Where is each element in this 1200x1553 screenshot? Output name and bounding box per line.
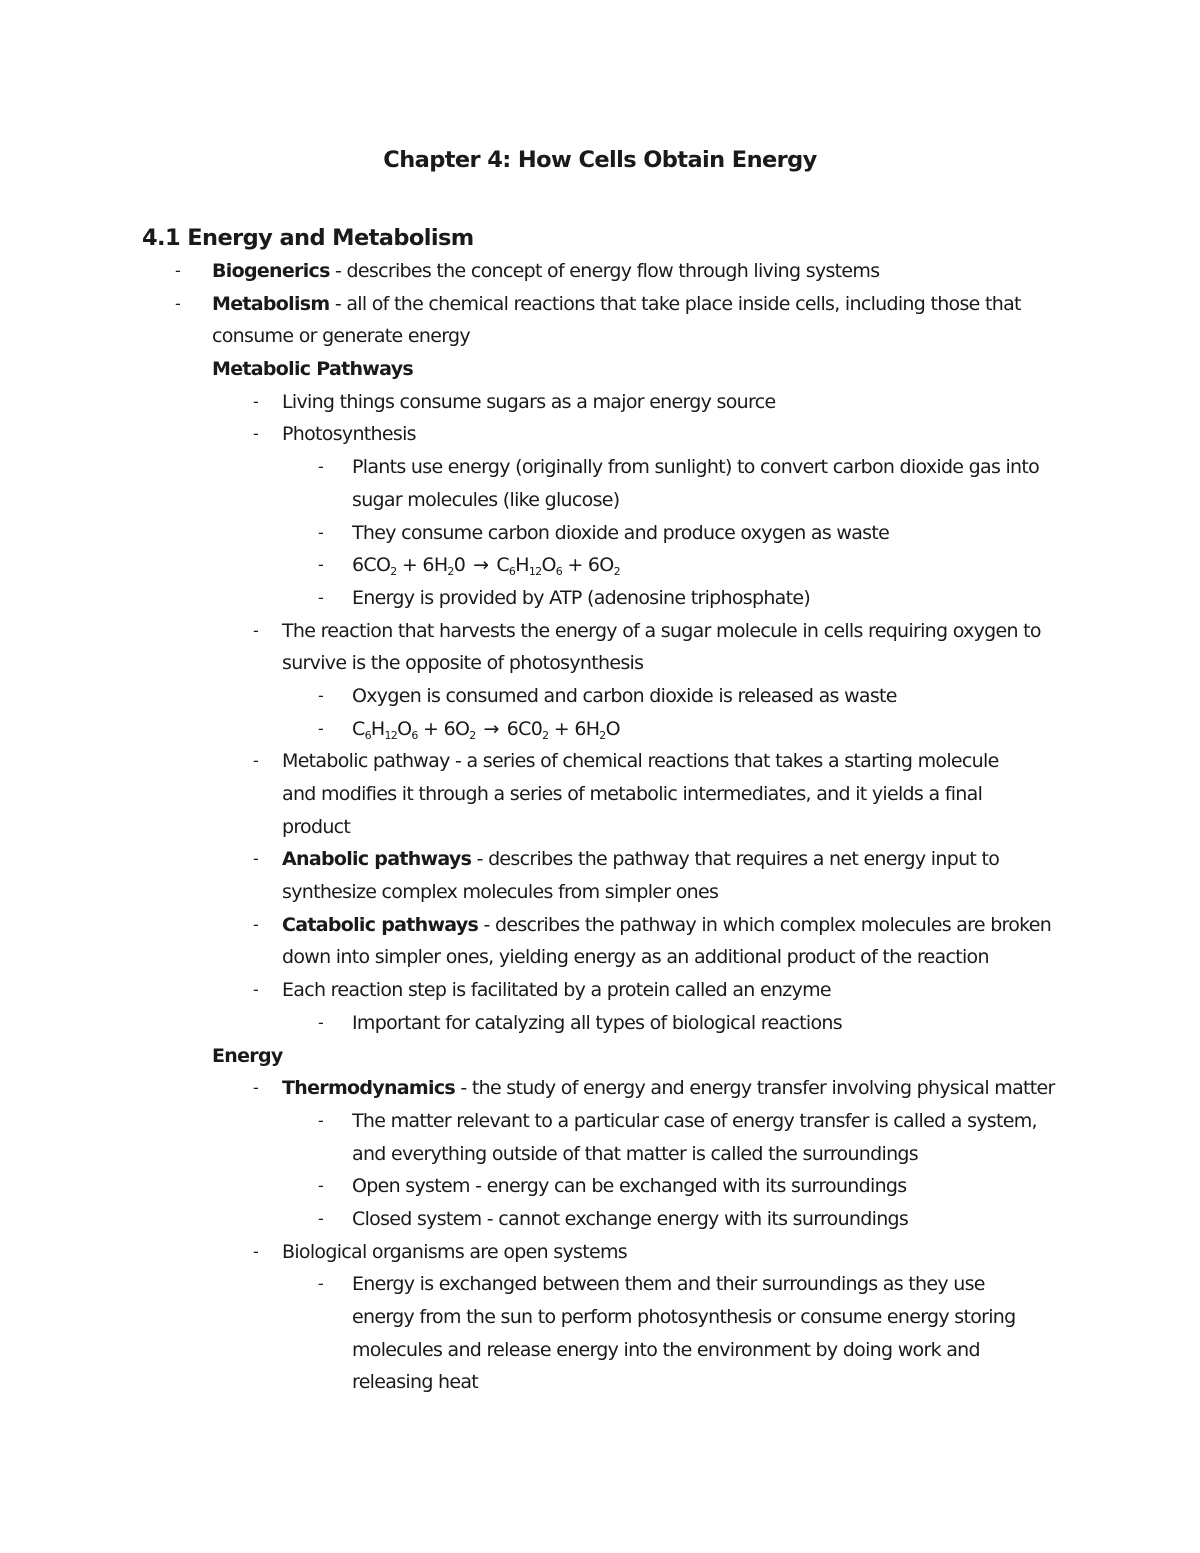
item-text: down into simpler ones, yielding energy as an additional product of the reaction — [282, 946, 989, 969]
list-item-continuation — [0, 1334, 1200, 1367]
list-item — [0, 1072, 1200, 1105]
right-arrow-icon: → — [473, 554, 489, 577]
item-text: consume or generate energy — [212, 325, 470, 348]
item-text: They consume carbon dioxide and produce oxygen as waste — [352, 521, 890, 544]
definition-text — [282, 909, 1051, 942]
right-arrow-icon: → — [483, 717, 499, 740]
list-item — [0, 974, 1200, 1007]
bullet-dash: - — [175, 261, 181, 280]
eq-part: C — [352, 717, 365, 740]
item-text: Metabolic pathway - a series of chemical reactions that takes a starting molecule — [282, 750, 999, 773]
subheading-metabolic-pathways — [0, 353, 1200, 386]
eq-subscript: 12 — [528, 565, 542, 579]
bullet-dash: - — [318, 555, 324, 575]
item-text: energy from the sun to perform photosynthesis or consume energy storing — [352, 1306, 1016, 1328]
bullet-dash: - — [318, 522, 324, 542]
list-item — [0, 1105, 1200, 1138]
definition-body: - all of the chemical reactions that take place inside cells, including those that — [329, 292, 1021, 315]
bullet-dash: - — [253, 914, 259, 934]
list-item — [0, 1170, 1200, 1203]
list-item-continuation — [0, 811, 1200, 844]
definition-text — [212, 255, 879, 288]
section-heading: 4.1 Energy and Metabolism — [142, 225, 474, 251]
item-text: sugar molecules (like glucose) — [352, 488, 620, 511]
eq-subscript: 2 — [447, 565, 454, 579]
definition-body: - describes the pathway that requires a net energy input to — [471, 848, 1000, 871]
eq-part: H — [515, 554, 529, 577]
item-text: Each reaction step is facilitated by a protein called an enzyme — [282, 979, 831, 1002]
eq-subscript: 6 — [364, 728, 371, 742]
respiration-equation — [352, 713, 620, 746]
definition-term: Anabolic pathways — [282, 848, 472, 871]
bullet-dash: - — [318, 718, 324, 738]
definition-term: Biogenerics — [212, 260, 330, 282]
definition-term: Thermodynamics — [282, 1077, 456, 1100]
bullet-dash: - — [318, 1110, 324, 1130]
list-item — [0, 1203, 1200, 1236]
eq-part: O — [397, 717, 412, 740]
list-item — [0, 288, 1200, 321]
definition-text — [212, 288, 1021, 321]
list-item — [0, 517, 1200, 550]
bullet-dash: - — [175, 293, 181, 313]
bullet-dash: - — [318, 685, 324, 705]
item-text: survive is the opposite of photosynthesis — [282, 652, 644, 675]
bullet-dash: - — [253, 751, 259, 771]
item-text: Important for catalyzing all types of biological reactions — [352, 1011, 842, 1034]
eq-subscript: 2 — [542, 728, 549, 742]
subheading-text: Metabolic Pathways — [212, 358, 413, 381]
bullet-dash: - — [253, 620, 259, 640]
list-item-continuation — [0, 320, 1200, 353]
list-item — [0, 255, 1200, 288]
item-text: Energy is provided by ATP (adenosine triphosphate) — [352, 586, 811, 609]
eq-part: C — [496, 554, 509, 577]
item-text: Living things consume sugars as a major energy source — [282, 390, 776, 413]
item-text: Closed system - cannot exchange energy with its surroundings — [352, 1207, 909, 1230]
eq-part: 6CO — [352, 554, 391, 577]
list-item — [0, 418, 1200, 451]
bullet-dash: - — [253, 424, 259, 444]
eq-part: 6C0 — [506, 717, 543, 740]
definition-term: Metabolism — [212, 292, 330, 315]
item-text: and modifies it through a series of metabolic intermediates, and it yields a final — [282, 783, 983, 805]
list-item-continuation — [0, 778, 1200, 811]
item-text: Open system - energy can be exchanged with its surroundings — [352, 1175, 907, 1198]
eq-subscript: 2 — [613, 565, 620, 579]
list-item — [0, 582, 1200, 615]
list-item-equation — [0, 549, 1200, 582]
item-text: The reaction that harvests the energy of a sugar molecule in cells requiring oxygen to — [282, 619, 1041, 642]
list-item-continuation — [0, 647, 1200, 680]
eq-part: 0 — [453, 554, 466, 577]
eq-part: H — [370, 717, 385, 740]
eq-subscript: 6 — [508, 565, 516, 579]
eq-part: + 6H — [396, 554, 448, 577]
eq-subscript: 2 — [390, 565, 397, 579]
subheading-text: Energy — [212, 1044, 283, 1067]
subheading-energy — [0, 1040, 1200, 1073]
definition-body: - describes the pathway in which complex molecules are broken — [478, 913, 1052, 936]
bullet-dash: - — [318, 1274, 324, 1294]
definition-body: - describes the concept of energy flow through living systems — [329, 260, 880, 282]
bullet-dash: - — [318, 1012, 324, 1032]
eq-part: + 6H — [548, 717, 600, 740]
photosynthesis-equation — [352, 549, 620, 582]
eq-subscript: 2 — [599, 728, 606, 742]
item-text: Plants use energy (originally from sunlight) to convert carbon dioxide gas into — [352, 456, 1040, 479]
list-item — [0, 843, 1200, 876]
definition-body: - the study of energy and energy transfer involving physical matter — [455, 1077, 1055, 1100]
eq-subscript: 2 — [469, 728, 476, 742]
definition-text — [282, 843, 999, 876]
item-text: Energy is exchanged between them and their surroundings as they use — [352, 1273, 985, 1296]
item-text: Biological organisms are open systems — [282, 1240, 627, 1263]
list-item — [0, 745, 1200, 778]
bullet-dash: - — [318, 587, 324, 607]
eq-subscript: 12 — [384, 728, 398, 742]
notes-outline — [0, 255, 1200, 1399]
item-text: The matter relevant to a particular case of energy transfer is called a system, — [352, 1109, 1037, 1132]
bullet-dash: - — [318, 1208, 324, 1228]
list-item-continuation — [0, 1301, 1200, 1334]
list-item-continuation — [0, 1138, 1200, 1171]
eq-subscript: 6 — [555, 565, 563, 579]
eq-part: + 6O — [562, 554, 614, 577]
bullet-dash: - — [253, 980, 259, 1000]
item-text: and everything outside of that matter is called the surroundings — [352, 1142, 918, 1165]
definition-term: Catabolic pathways — [282, 913, 479, 936]
list-item — [0, 1007, 1200, 1040]
bullet-dash: - — [318, 457, 324, 477]
eq-part: + 6O — [417, 717, 470, 740]
list-item — [0, 909, 1200, 942]
item-text: Photosynthesis — [282, 423, 416, 446]
list-item — [0, 386, 1200, 419]
definition-text — [282, 1072, 1055, 1105]
list-item-continuation — [0, 941, 1200, 974]
eq-subscript: 6 — [411, 728, 418, 742]
item-text: synthesize complex molecules from simpler ones — [282, 881, 719, 904]
bullet-dash: - — [253, 849, 259, 869]
list-item-continuation — [0, 1366, 1200, 1399]
item-text: Oxygen is consumed and carbon dioxide is released as waste — [352, 684, 897, 707]
list-item — [0, 451, 1200, 484]
list-item — [0, 1236, 1200, 1269]
bullet-dash: - — [253, 1241, 259, 1261]
item-text: molecules and release energy into the environment by doing work and — [352, 1338, 980, 1361]
eq-part: O — [605, 717, 620, 740]
item-text: product — [282, 815, 351, 838]
bullet-dash: - — [318, 1176, 324, 1196]
eq-part: O — [541, 554, 556, 577]
list-item-continuation — [0, 484, 1200, 517]
bullet-dash: - — [253, 1078, 259, 1098]
page-title: Chapter 4: How Cells Obtain Energy — [383, 147, 817, 173]
bullet-dash: - — [253, 391, 259, 411]
list-item — [0, 615, 1200, 648]
list-item — [0, 1268, 1200, 1301]
list-item-continuation — [0, 876, 1200, 909]
list-item — [0, 680, 1200, 713]
item-text: releasing heat — [352, 1371, 479, 1394]
list-item-equation — [0, 713, 1200, 746]
